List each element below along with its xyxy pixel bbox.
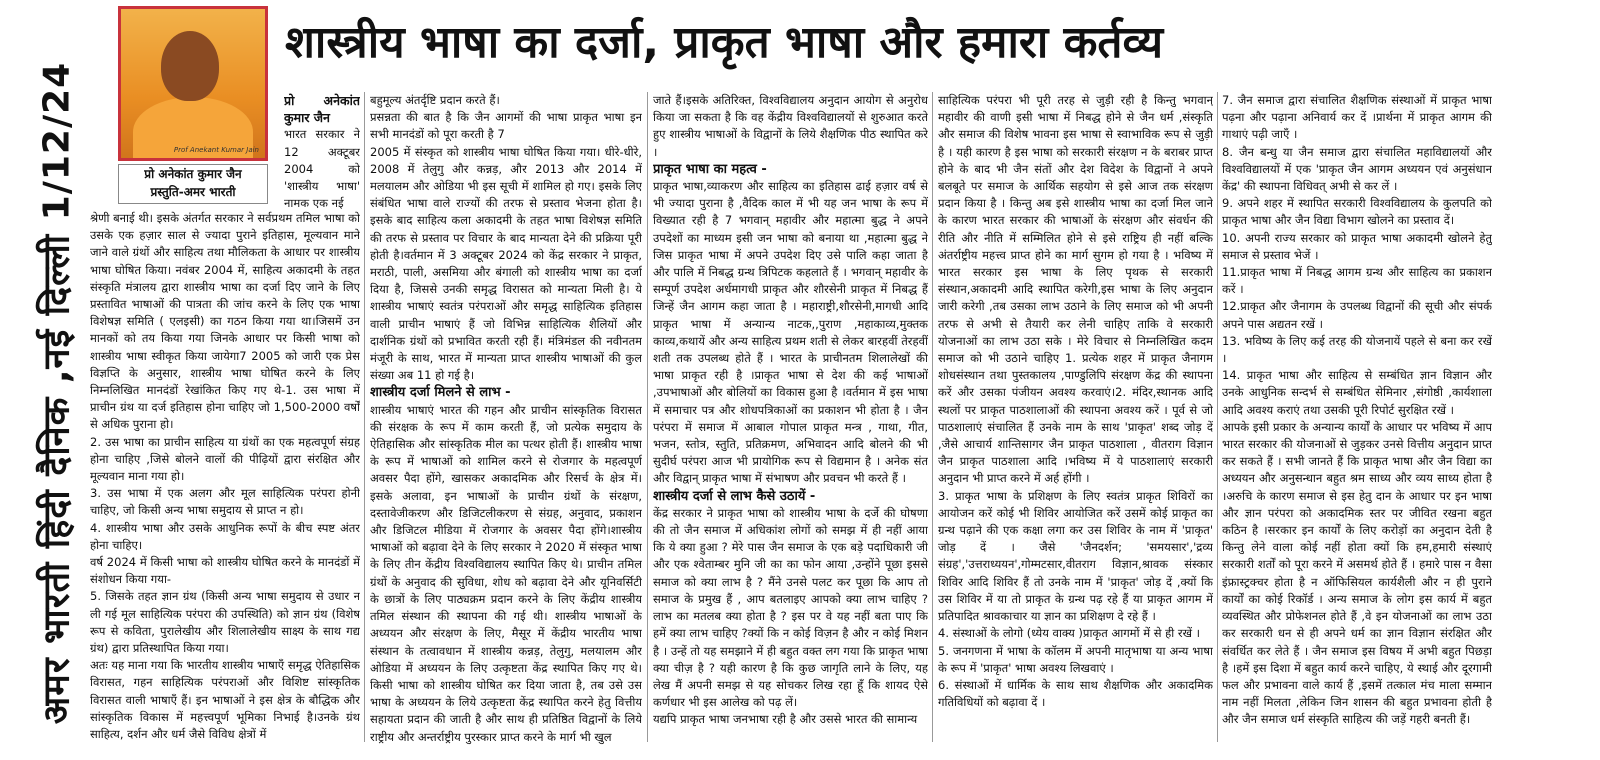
column-1 [90,210,360,755]
paragraph: 7. जैन समाज द्वारा संचालित शैक्षणिक संस्थाओं में प्राकृत भाषा पढ़ना और पढ़ाना अनिवार्य कर दें ।प्रार्थना में प्राकृत आगम की गाथाएं पढ़ी जाएँ । [1222,93,1492,142]
paragraph: 4. संस्थाओं के लोगो (ध्येय वाक्य )प्राकृत आगमों में से ही रखें । [938,626,1201,641]
column-divider [364,92,365,742]
paragraph: 9. अपने शहर में स्थापित सरकारी विश्वविद्यालय के कुलपति को प्राकृत भाषा और जैन विद्या विभाग खोलने का प्रस्ताव दें। [1222,196,1492,228]
column-5 [1222,92,1492,752]
paragraph: 3. प्राकृत भाषा के प्रशिक्षण के लिए स्वतंत्र प्राकृत शिविरों का आयोजन करें कोई भी शिविर आयोजित करें उसमें कोई प्राकृत का ग्रन्थ पढ़ाने की एक कक्षा लगा कर उस शिविर के नाम में 'प्राकृत' जोड़ दें । जैसे 'जैनदर्शन; 'समयसार','द्रव्य संग्रह','उत्तराध्ययन',गोम्मटसार,वीतराग विज्ञान,श्रावक संस्कार शिविर आदि शिविर हैं तो उनके नाम में 'प्राकृत' जोड़ दें ,क्यों कि उस शिविर में या तो प्राकृत के ग्रन्थ पढ़ रहे हैं या प्राकृत आगम में प्रतिपादित श्रावकाचार या ज्ञान का प्रशिक्षण दे रहे हैं । [938,488,1213,624]
paragraph: प्राकृत भाषा,व्याकरण और साहित्य का इतिहास ढाई हज़ार वर्ष से भी ज्यादा पुराना है ,वैदिक काल में भी यह जन भाषा के रूप में विख्यात रही है 7 भगवान् महावीर और महात्मा बुद्ध ने अपने उपदेशों का माध्यम इसी जन भाषा को बनाया था ,महात्मा बुद्ध ने जिस प्राकृत भाषा में अपने उपदेश दिए उसे पालि कहा जाता है और पालि में निबद्ध ग्रन्थ त्रिपिटक कहलाते हैं । भगवान् महावीर के सम्पूर्ण उपदेश अर्धमागधी प्राकृत और शौरसेनी प्राकृत में निबद्ध हैं जिन्हें जैन आगम कहा जाता है । महाराष्ट्री,शौरसेनी,मागधी आदि प्राकृत भाषा में अन्यान्य नाटक,,पुराण ,महाकाव्य,मुक्तक काव्य,कथायें और अन्य साहित्य प्रथम शती से लेकर बारहवीं तेरहवीं शती तक उपलब्ध होते हैं । भारत के प्राचीनतम शिलालेखों की भाषा प्राकृत रही है ।प्राकृत भाषा से देश की कई भाषाओं ,उपभाषाओं और बोलियों का विकास हुआ है ।वर्तमान में इस भाषा में समाचार पत्र और शोधपत्रिकाओं का प्रकाशन भी होता है । जैन परंपरा में समाज में आबाल गोपाल प्राकृत मन्त्र , गाथा, गीत, भजन, स्तोत्र, स्तुति, प्रतिक्रमण, अभिवादन आदि बोलने की भी सुदीर्घ परंपरा आज भी प्रायोगिक रूप से विद्यमान है । अनेक संत और विद्वान् प्राकृत भाषा में संभाषण और प्रवचन भी करते हैं । [653,179,928,486]
photo-face-shape [161,31,219,101]
column-divider [932,92,933,742]
column-2 [370,92,642,752]
paragraph: 10. अपनी राज्य सरकार को प्राकृत भाषा अकादमी खोलने हेतु समाज से प्रस्ताव भेजें । [1222,230,1492,262]
paragraph: बहुमूल्य अंतर्दृष्टि प्रदान करते हैं। [370,93,500,107]
paragraph: यद्यपि प्राकृत भाषा जनभाषा रही है और उससे भारत की सामान्य [653,712,918,727]
photo-caption [118,164,268,204]
section-heading: शास्त्रीय दर्जा से लाभ कैसे उठायें - [653,488,816,504]
column-divider [647,92,648,742]
byline: प्रो अनेकांत कुमार जैन [284,93,360,126]
paragraph: 8. जैन बन्धु या जैन समाज द्वारा संचालित महाविद्यालयों और विश्वविद्यालयों में एक 'प्राकृत जैन आगम अध्ययन एवं अनुसंधान केंद्र' की स्थापना विधिवत् अभी से कर लें । [1222,144,1492,194]
paragraph: 13. भविष्य के लिए कई तरह की योजनायें पहले से बना कर रखें । [1222,333,1492,366]
photo-credit: Prof Anekant Kumar Jain [173,146,259,154]
column-1-top [284,92,360,212]
paragraph: श्रेणी बनाई थी। इसके अंतर्गत सरकार ने सर्वप्रथम तमिल भाषा को उसके एक हज़ार साल से ज्यादा पुराने इतिहास, मूल्यवान माने जाने वाले ग्रंथों और साहित्य तथा मौलिकता के आधार पर शास्त्रीय भाषा घोषित किया। नवंबर 2004 में, साहित्य अकादमी के तहत संस्कृति मंत्रालय द्वारा शास्त्रीय भाषा का दर्जा दिए जाने के लिए प्रस्तावित भाषाओं की पात्रता की जांच करने के लिए एक भाषा विशेषज्ञ समिति ( एलइसी) का गठन किया गया था।जिसमें उन मानकों को तय किया गया जिनके आधार पर किसी भाषा को शास्त्रीय भाषा स्वीकृत किया जायेगा7 2005 को जारी एक प्रेस विज्ञप्ति के अनुसार, शास्त्रीय भाषा घोषित करने के लिए निम्नलिखित मानदंडों रेखांकित किए गए थे-1. उस भाषा में प्राचीन ग्रंथ या दर्ज इतिहास होना चाहिए जो 1,500-2000 वर्षों से अधिक पुराना हो। [90,211,360,432]
section-heading: शास्त्रीय दर्जा मिलने से लाभ - [370,385,511,401]
paragraph: 14. प्राकृत भाषा और साहित्य से सम्बंधित ज्ञान विज्ञान और उनके आधुनिक सन्दर्भ से सम्बंधित सेमिनार ,संगोष्ठी ,कार्यशाला आदि अवश्य कराएं तथा उसकी पूरी रिपोर्ट सुरक्षित रखें । [1222,368,1492,417]
intro-paragraph: भारत सरकार ने 12 अक्टूबर 2004 को 'शास्त्रीय भाषा' नामक एक नई [284,127,360,211]
column-4 [938,92,1213,752]
paragraph: 5. जनगणना में भाषा के कॉलम में अपनी मातृभाषा या अन्य भाषा के रूप में 'प्राकृत' भाषा अवश्य लिखवाएं । [938,643,1213,675]
paragraph: केंद्र सरकार ने प्राकृत भाषा को शास्त्रीय भाषा के दर्जे की घोषणा की तो जैन समाज में अधिकांश लोगों को समझ में ही नहीं आया कि ये क्या हुआ ? मेरे पास जैन समाज के एक बड़े पदाधिकारी जी और एक श्वेताम्बर मुनि जी का का फोन आया ,उन्होंने पूछा इससे समाज को क्या लाभ है ? मैंने उनसे पलट कर पूछा कि आप तो समाज के प्रमुख हैं , आप बतलाइए आपको क्या लाभ चाहिए ? लाभ का मतलब क्या होता है ? इस पर वे यह नहीं बता पाए कि हमें क्या लाभ चाहिए ?क्यों कि न कोई विज़न है और न कोई मिशन है । उन्हें तो यह समझाने में ही बहुत वक्त लग गया कि प्राकृत भाषा क्या चीज़ है ? यही कारण है कि कुछ जागृति लाने के लिए, यह लेख मैं अपनी समझ से यह सोचकर लिख रहा हूँ कि शायद ऐसे कर्णधार भी इस आलेख को पढ़ लें। [653,505,928,710]
paragraph: आपके इसी प्रकार के अन्यान्य कार्यों के आधार पर भविष्य में आप भारत सरकार की योजनाओं से जुड़कर उनसे वित्तीय अनुदान प्राप्त कर सकते हैं । सभी जानते हैं कि प्राकृत भाषा और जैन विद्या का अध्ययन और अनुसन्धान बहुत श्रम साध्य और व्यय साध्य होता है ।अरुचि के कारण समाज से इस हेतु दान के आधार पर इन भाषा और ज्ञान परंपरा को अकादमिक स्तर पर जीवित रखना बहुत कठिन है ।सरकार इन कार्यों के लिए करोड़ों का अनुदान देती है किन्तु लेने वाला कोई नहीं होता क्यों कि हम,हमारी संस्थाएं सरकारी शर्तों को पूरा करने में असमर्थ होते हैं । हमारे पास न वैसा इंफ्रास्ट्रक्चर होता है न ऑफिसियल कार्यशैली और न ही पुराने कार्यों का कोई रिकॉर्ड । अन्य समाज के लोग इस कार्य में बहुत व्यवस्थित और प्रोफेशनल होते हैं ,वे इन योजनाओं का लाभ उठा कर सरकारी धन से ही अपने धर्म का ज्ञान विज्ञान संरक्षित और संवर्धित कर लेते हैं । जैन समाज इस विषय में अभी बहुत पिछड़ा है ।हमें इस दिशा में बहुत कार्य करने चाहिए, ये स्थाई और दूरगामी फल और प्रभावना वाले कार्य हैं ,इसमें तत्काल मंच माला सम्मान नाम नहीं मिलता ,लेकिन जिन शासन की बहुत प्रभावना होती है और जैन समाज धर्म संस्कृति साहित्य की जड़ें गहरी बनती हैं। [1222,419,1492,727]
paragraph: अतः यह माना गया कि भारतीय शास्त्रीय भाषाएँ समृद्ध ऐतिहासिक विरासत, गहन साहित्यिक परंपराओं और विशिष्ट सांस्कृतिक विरासत वाली भाषाएँ हैं। इन भाषाओं ने इस क्षेत्र के बौद्धिक और सांस्कृतिक विकास में महत्त्वपूर्ण भूमिका निभाई है।उनके ग्रंथ साहित्य, दर्शन और धर्म जैसे विविध क्षेत्रों में [90,658,360,742]
paragraph: 6. संस्थाओं में धार्मिक के साथ साथ शैक्षणिक और अकादमिक गतिविधियों को बढ़ावा दें । [938,677,1213,710]
headline: शास्त्रीय भाषा का दर्जा, प्राकृत भाषा और हमारा कर्तव्य [285,17,1164,68]
paragraph: प्रसन्नता की बात है कि जैन आगमों की भाषा प्राकृत भाषा इन सभी मानदंडों को पूरा करती है 7 [370,110,642,142]
paragraph: शास्त्रीय भाषाएं भारत की गहन और प्राचीन सांस्कृतिक विरासत की संरक्षक के रूप में काम करती हैं, जो प्रत्येक समुदाय के ऐतिहासिक और सांस्कृतिक मील का पत्थर होती हैं। शास्त्रीय भाषा के रूप में भाषाओं को शामिल करने से रोजगार के महत्वपूर्ण अवसर पैदा होंगे, खासकर अकादमिक और रिसर्च के क्षेत्र में। इसके अलावा, इन भाषाओं के प्राचीन ग्रंथों के संरक्षण, दस्तावेजीकरण और डिजिटलीकरण से संग्रह, अनुवाद, प्रकाशन और डिजिटल मीडिया में रोजगार के अवसर पैदा होंगे।शास्त्रीय भाषाओं को बढ़ावा देने के लिए सरकार ने 2020 में संस्कृत भाषा के लिए तीन केंद्रीय विश्वविद्यालय स्थापित किए थे। प्राचीन तमिल ग्रंथों के अनुवाद की सुविधा, शोध को बढ़ावा देने और यूनिवर्सिटी के छात्रों के लिए पाठ्यक्रम प्रदान करने के लिए केंद्रीय शास्त्रीय तमिल संस्थान की स्थापना की गई थी। शास्त्रीय भाषाओं के अध्ययन और संरक्षण के लिए, मैसूर में केंद्रीय भारतीय भाषा संस्थान के तत्वावधान में शास्त्रीय कन्नड़, तेलुगु, मलयालम और ओडिया में अध्ययन के लिए उत्कृष्टता केंद्र स्थापित किए गए थे। किसी भाषा को शास्त्रीय घोषित कर दिया जाता है, तब उसे उस भाषा के अध्ययन के लिये उत्कृष्टता केंद्र स्थापित करने हेतु वित्तीय सहायता प्रदान की जाती है और साथ ही प्रतिष्ठित विद्वानों के लिये राष्ट्रीय और अन्तर्राष्ट्रीय पुरस्कार प्राप्त करने के मार्ग भी खुल [370,402,642,744]
masthead-vertical [22,48,88,738]
masthead-text: अमर भारती हिंदी दैनिक ,नई दिल्ली 1/12/24 [36,61,78,725]
column-3 [653,92,928,752]
caption-presenter: प्रस्तुति-अमर भारती [150,185,236,199]
section-heading: प्राकृत भाषा का महत्व - [653,161,767,177]
column-divider [1217,92,1218,742]
paragraph: वर्ष 2024 में किसी भाषा को शास्त्रीय घोषित करने के मानदंडों में संशोधन किया गया- [90,555,360,587]
paragraph: 4. शास्त्रीय भाषा और उसके आधुनिक रूपों के बीच स्पष्ट अंतर होना चाहिए। [90,520,360,552]
paragraph: 3. उस भाषा में एक अलग और मूल साहित्यिक परंपरा होनी चाहिए, जो किसी अन्य भाषा समुदाय से प्राप्त न हो। [90,486,360,518]
author-photo [118,6,268,161]
paragraph: 11.प्राकृत भाषा में निबद्ध आगम ग्रन्थ और साहित्य का प्रकाशन करें । [1222,265,1492,297]
paragraph: 2. उस भाषा का प्राचीन साहित्य या ग्रंथों का एक महत्वपूर्ण संग्रह होना चाहिए ,जिसे बोलने वालों की पीढ़ियों द्वारा संरक्षित और मूल्यवान माना गया हो। [90,434,360,484]
paragraph: 12.प्राकृत और जैनागम के उपलब्ध विद्वानों की सूची और संपर्क अपने पास अद्यतन रखें । [1222,299,1492,331]
paragraph: साहित्यिक परंपरा भी पूरी तरह से जुड़ी रही है किन्तु भगवान् महावीर की वाणी इसी भाषा में निबद्ध होने से जैन धर्म ,संस्कृति और समाज की विशेष भावना इस भाषा से स्वाभाविक रूप से जुड़ी है । यही कारण है इस भाषा को सरकारी संरक्षण न के बराबर प्राप्त होने के बाद भी जैन संतों और देश विदेश के विद्वानों ने अपने बलबूते पर समाज के आर्थिक सहयोग से इसे आज तक संरक्षण प्रदान किया है । किन्तु अब इसे शास्त्रीय भाषा का दर्जा मिल जाने के कारण भारत सरकार की भाषाओं के संरक्षण और संवर्धन की रीति और नीति में सम्मिलित होने से इसे राष्ट्रिय ही नहीं बल्कि अंतर्राष्ट्रीय महत्त्व प्राप्त होने का मार्ग सुगम हो गया है । भविष्य में भारत सरकार इस भाषा के लिए पृथक से सरकारी संस्थान,अकादमी आदि स्थापित करेगी,इस भाषा के लिए अनुदान जारी करेगी ,तब उसका लाभ उठाने के लिए समाज को भी अपनी तरफ से अभी से तैयारी कर लेनी चाहिए ताकि वे सरकारी योजनाओं का लाभ उठा सके । मेरे विचार से निम्नलिखित कदम समाज को भी उठाने चाहिए 1. प्रत्येक शहर में प्राकृत जैनागम शोधसंस्थान तथा पुस्तकालय ,पाण्डुलिपि संरक्षण केंद्र की स्थापना करें और उसका पंजीयन अवश्य करवाएं।2. मंदिर,स्थानक आदि स्थलों पर प्राकृत पाठशालाओं की स्थापना अवश्य करें । पूर्व से जो पाठशालाएं संचालित हैं उनके नाम के साथ 'प्राकृत' शब्द जोड़ दें ,जैसे आचार्य शान्तिसागर जैन प्राकृत पाठशाला , वीतराग विज्ञान जैन प्राकृत पाठशाला आदि ।भविष्य में ये पाठशालाएं सरकारी अनुदान भी प्राप्त करने में अर्ह होंगी । [938,93,1213,486]
paragraph: जाते हैं।इसके अतिरिक्त, विश्वविद्यालय अनुदान आयोग से अनुरोध किया जा सकता है कि वह केंद्रीय विश्वविद्यालयों से शुरुआत करते हुए शास्त्रीय भाषाओं के विद्वानों के लिये शैक्षणिक पीठ स्थापित करे । [653,93,928,159]
paragraph: 5. जिसके तहत ज्ञान ग्रंथ (किसी अन्य भाषा समुदाय से उधार न ली गई मूल साहित्यिक परंपरा की उपस्थिति) को ज्ञान ग्रंथ (विशेष रूप से कविता, पुरालेखीय और शिलालेखीय साक्ष्य के साथ गद्य ग्रंथ) द्वारा प्रतिस्थापित किया गया। [90,589,360,656]
caption-author: प्रो अनेकांत कुमार जैन [144,167,242,181]
paragraph: 2005 में संस्कृत को शास्त्रीय भाषा घोषित किया गया। धीरे-धीरे, 2008 में तेलुगु और कन्नड़, और 2013 और 2014 में मलयालम और ओडिया भी इस सूची में शामिल हो गए। इसके लिए संबंधित भाषा वाले राज्यों की तरफ से प्रस्ताव भेजना होता है। इसके बाद साहित्य कला अकादमी के तहत भाषा विशेषज्ञ समिति की तरफ से प्रस्ताव पर विचार के बाद मान्यता देने की प्रक्रिया पूरी होती है।वर्तमान में 3 अक्टूबर 2024 को केंद्र सरकार ने प्राकृत, मराठी, पाली, असमिया और बंगाली को शास्त्रीय भाषा का दर्जा दिया है, जिससे उनकी समृद्ध विरासत को मान्यता मिली है। ये शास्त्रीय भाषाएं स्वतंत्र परंपराओं और समृद्ध साहित्यिक इतिहास वाली प्राचीन भाषाएं हैं जो विभिन्न साहित्यिक शैलियों और दार्शनिक ग्रंथों को प्रभावित करती रही हैं। मंत्रिमंडल की नवीनतम मंजूरी के साथ, भारत में मान्यता प्राप्त शास्त्रीय भाषाओं की कुल संख्या अब 11 हो गई है। [370,144,642,383]
